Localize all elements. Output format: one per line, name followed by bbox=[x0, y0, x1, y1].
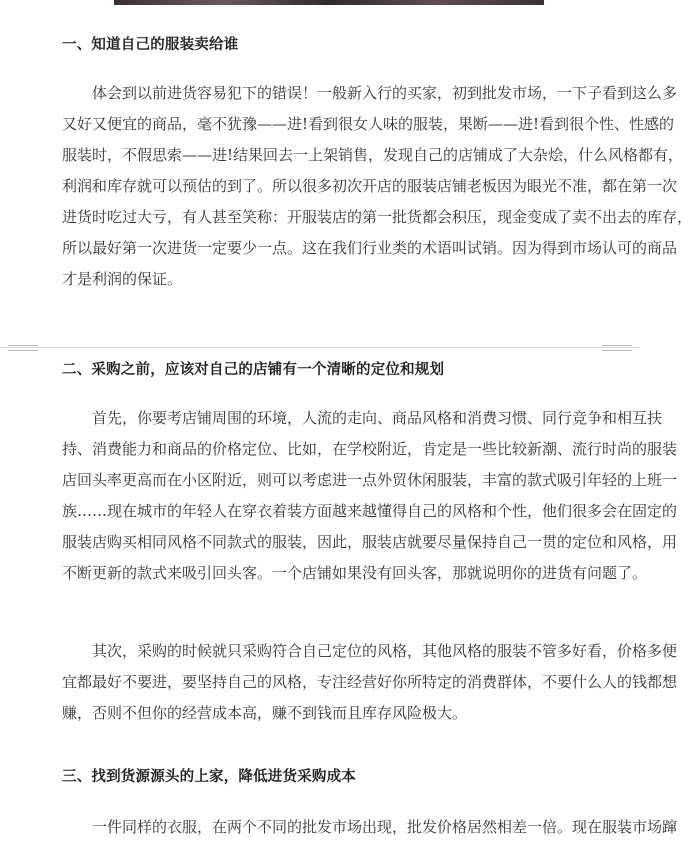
text-line: 所以最好第一次进货一定要少一点。这在我们行业类的术语叫试销。因为得到市场认可的商品 bbox=[62, 239, 678, 257]
text-line: 族……现在城市的年轻人在穿衣着装方面越来越懂得自己的风格和个性，他们很多会在固定的 bbox=[62, 502, 678, 520]
text-line: 服装店购买相同风格不同款式的服装，因此，服装店就要尽量保持自己一贯的定位和风格，用 bbox=[62, 533, 678, 551]
page-break-rule bbox=[0, 347, 640, 348]
section-2-heading: 二、采购之前，应该对自己的店铺有一个清晰的定位和规划 bbox=[62, 361, 445, 378]
page-break-divider bbox=[0, 345, 640, 351]
page-break-mark-right bbox=[602, 345, 632, 351]
text-line: 服装时，不假思索——进!结果回去一上架销售，发现自己的店铺成了大杂烩，什么风格都有， bbox=[62, 146, 684, 164]
section-2-paragraph-2 bbox=[62, 636, 678, 729]
text-line: 赚，否则不但你的经营成本高，赚不到钱而且库存风险极大。 bbox=[62, 704, 468, 722]
text-line: 一件同样的衣服，在两个不同的批发市场出现，批发价格居然相差一倍。现在服装市场蹿 bbox=[92, 818, 678, 836]
text-line: 才是利润的保证。 bbox=[62, 270, 183, 288]
text-line: 持、消费能力和商品的价格定位、比如，在学校附近，肯定是一些比较新潮、流行时尚的服装 bbox=[62, 440, 678, 458]
text-line: 又好又便宜的商品，毫不犹豫——进!看到很女人味的服装，果断——进!看到很个性、性感的 bbox=[62, 115, 675, 133]
section-3-paragraph bbox=[62, 812, 678, 843]
section-3-heading: 三、找到货源源头的上家，降低进货采购成本 bbox=[62, 768, 356, 785]
text-line: 首先，你要考店铺周围的环境，人流的走向、商品风格和消费习惯、同行竞争和相互扶 bbox=[92, 409, 663, 427]
section-1-paragraph bbox=[62, 78, 692, 295]
text-line: 利润和库存就可以预估的到了。所以很多初次开店的服装店铺老板因为眼光不准，都在第一次 bbox=[62, 177, 678, 195]
text-line: 宜都最好不要进，要坚持自己的风格，专注经营好你所特定的消费群体，不要什么人的钱都想 bbox=[62, 673, 678, 691]
page-break-mark-left bbox=[8, 345, 38, 351]
text-line: 进货时吃过大亏，有人甚至笑称：开服装店的第一批货都会积压，现金变成了卖不出去的库存， bbox=[62, 208, 692, 226]
text-line: 体会到以前进货容易犯下的错误！一般新入行的买家，初到批发市场，一下子看到这么多 bbox=[92, 84, 678, 102]
text-line: 不断更新的款式来吸引回头客。一个店铺如果没有回头客，那就说明你的进货有问题了。 bbox=[62, 564, 648, 582]
section-2-paragraph-1 bbox=[62, 403, 678, 589]
text-line: 其次，采购的时候就只采购符合自己定位的风格，其他风格的服装不管多好看，价格多便 bbox=[92, 642, 678, 660]
text-line: 店回头率更高而在小区附近，则可以考虑进一点外贸休闲服装，丰富的款式吸引年轻的上班一 bbox=[62, 471, 678, 489]
top-photo-strip bbox=[114, 0, 544, 5]
section-1-heading: 一、知道自己的服装卖给谁 bbox=[62, 36, 239, 53]
